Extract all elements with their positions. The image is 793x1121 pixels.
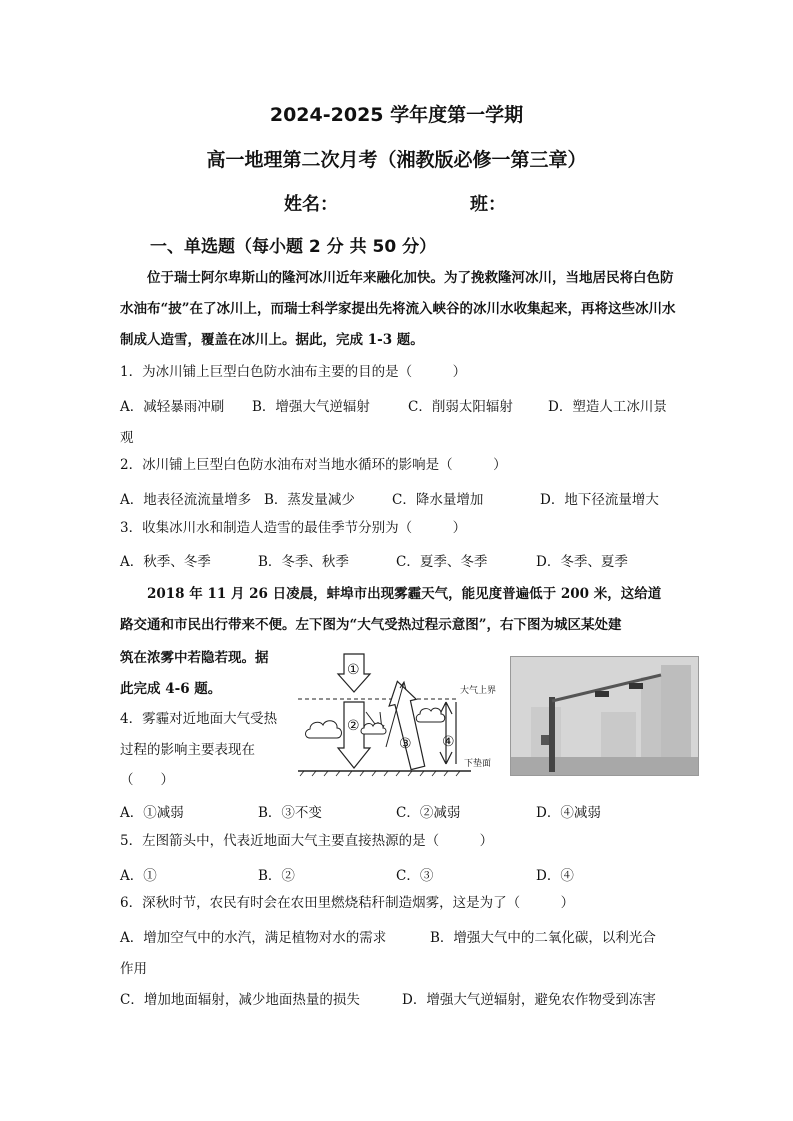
q2-option-b: B．蒸发量减少	[264, 492, 355, 508]
q1-option-a: A．减轻暴雨冲刷	[120, 399, 225, 415]
arrow-4-counter-radiation	[440, 702, 452, 764]
passage-2-line-4: 此完成 4-6 题。	[120, 681, 222, 697]
q1-option-c: C．削弱太阳辐射	[408, 399, 513, 415]
cloud-middle-icon	[361, 723, 386, 734]
passage-2-line-2: 路交通和市民出行带来不便。左下图为“大气受热过程示意图”，右下图为城区某处建	[120, 617, 622, 633]
exam-term-title: 2024-2025 学年度第一学期	[269, 104, 524, 126]
q6-option-a: A．增加空气中的水汽，满足植物对水的需求	[120, 930, 387, 946]
q3-option-c: C．夏季、冬季	[396, 554, 488, 570]
question-4-stem-line-1: 4．雾霾对近地面大气受热	[120, 711, 278, 727]
q5-option-d: D．④	[536, 868, 574, 884]
passage-2-line-1: 2018 年 11 月 26 日凌晨，蚌埠市出现雾霾天气，能见度普遍低于 200 米，这给道	[147, 586, 662, 602]
q6-option-b-continued: 作用	[120, 961, 147, 977]
arrow-3-ground-radiation	[384, 678, 433, 771]
cloud-right-icon	[416, 708, 445, 722]
q5-option-b: B．②	[258, 868, 295, 884]
q2-option-a: A．地表径流流量增多	[120, 492, 252, 508]
q2-option-d: D．地下径流量增大	[540, 492, 659, 508]
cloud-left-icon	[306, 721, 342, 738]
q6-option-c: C．增加地面辐射，减少地面热量的损失	[120, 992, 360, 1008]
q1-option-b: B．增强大气逆辐射	[252, 399, 370, 415]
q6-option-b: B．增强大气中的二氧化碳，以利光合	[430, 930, 656, 946]
exam-title: 高一地理第二次月考（湘教版必修一第三章）	[206, 149, 587, 171]
q1-option-d: D．塑造人工冰川景	[548, 399, 667, 415]
atmosphere-heating-diagram	[296, 652, 497, 780]
question-6-stem: 6．深秋时节，农民有时会在农田里燃烧秸秆制造烟雾，这是为了（ ）	[120, 895, 575, 911]
q5-option-a: A．①	[120, 868, 157, 884]
arrow-2-surface-radiation-in	[338, 702, 370, 768]
label-underlying-surface: 下垫面	[464, 759, 492, 769]
label-arrow-2: ②	[347, 718, 360, 734]
q4-option-b: B．③不变	[258, 805, 322, 821]
section-title: 一、单选题（每小题 2 分 共 50 分）	[150, 237, 437, 257]
q3-option-d: D．冬季、夏季	[536, 554, 628, 570]
question-5-stem: 5．左图箭头中，代表近地面大气主要直接热源的是（ ）	[120, 833, 494, 849]
ground-hatching	[300, 771, 460, 776]
foggy-city-photo	[510, 656, 699, 776]
question-1-stem: 1．为冰川铺上巨型白色防水油布主要的目的是（ ）	[120, 364, 467, 380]
q6-option-d: D．增强大气逆辐射，避免农作物受到冻害	[402, 992, 656, 1008]
q1-option-d-continued: 观	[120, 430, 134, 446]
question-4-stem-line-2: 过程的影响主要表现在	[120, 742, 255, 758]
question-2-stem: 2．冰川铺上巨型白色防水油布对当地水循环的影响是（ ）	[120, 457, 507, 473]
q4-option-c: C．②减弱	[396, 805, 461, 821]
passage-1: 位于瑞士阿尔卑斯山的隆河冰川近年来融化加快。为了挽救隆河冰川，当地居民将白色防水油布“披”在了冰川上，而瑞士科学家提出先将流入峡谷的冰川水收集起来，再将这些冰川水制成人造雪，覆盖在冰川上。据此，完成 1-3 题。	[120, 270, 676, 348]
label-arrow-3: ③	[399, 736, 412, 752]
q2-option-c: C．降水量增加	[392, 492, 484, 508]
q3-option-a: A．秋季、冬季	[120, 554, 211, 570]
q4-option-d: D．④减弱	[536, 805, 601, 821]
label-atmosphere-top: 大气上界	[460, 686, 497, 696]
label-arrow-4: ④	[442, 734, 455, 750]
label-arrow-1: ①	[347, 662, 360, 678]
q4-option-a: A．①减弱	[120, 805, 184, 821]
question-4-stem-line-3: （ ）	[120, 772, 174, 788]
passage-2-line-3: 筑在浓雾中若隐若现。据	[120, 650, 269, 666]
class-label: 班：	[470, 194, 506, 215]
name-label: 姓名：	[284, 194, 338, 215]
question-3-stem: 3．收集冰川水和制造人造雪的最佳季节分别为（ ）	[120, 520, 467, 536]
q3-option-b: B．冬季、秋季	[258, 554, 349, 570]
q5-option-c: C．③	[396, 868, 434, 884]
